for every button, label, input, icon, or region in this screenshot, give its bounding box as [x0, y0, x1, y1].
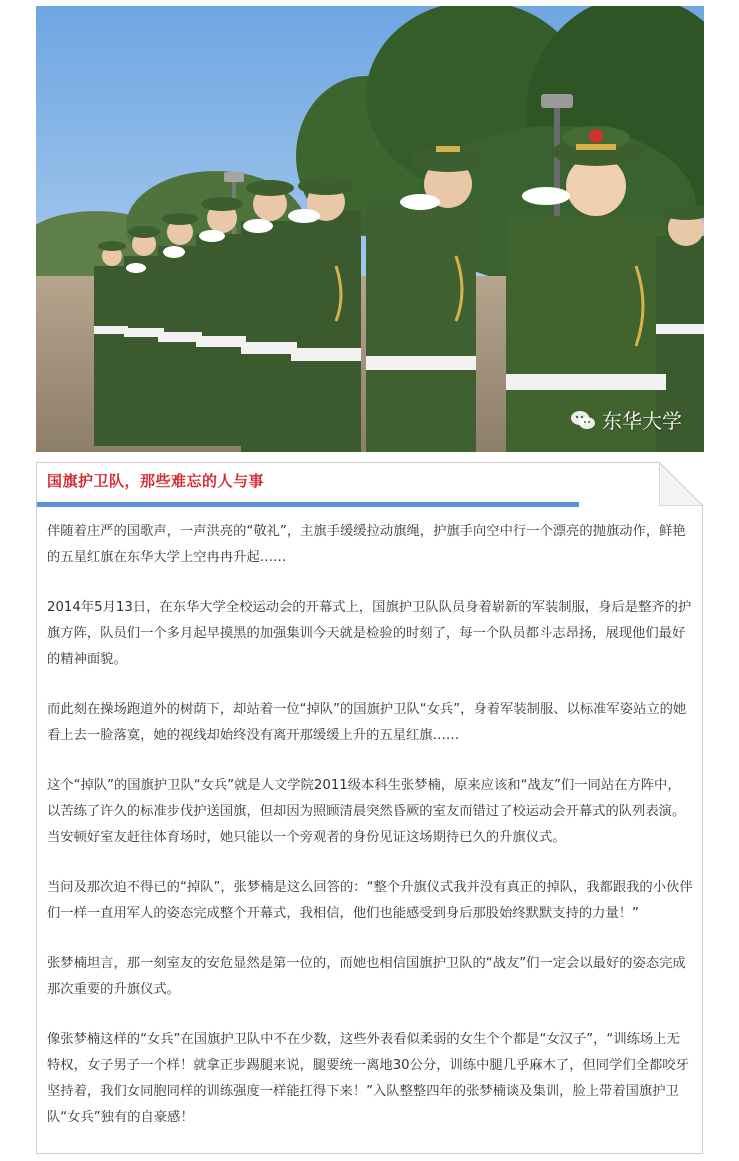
title-underline	[37, 502, 579, 507]
paragraph: 2014年5月13日，在东华大学全校运动会的开幕式上，国旗护卫队队员身着崭新的军装制服，身后是整齐的护旗方阵，队员们一个多月起早摸黑的加强集训今天就是检验的时刻了，每一个队员都斗志昂扬，展现他们最好的精神面貌。	[47, 600, 692, 667]
paragraph: 张梦楠坦言，那一刻室友的安危显然是第一位的，而她也相信国旗护卫队的“战友”们一定会以最好的姿态完成那次重要的升旗仪式。	[47, 956, 686, 997]
hero-photo	[36, 6, 704, 452]
honor-guard-illustration	[36, 6, 704, 452]
watermark-text: 东华大学	[602, 409, 682, 433]
page-curl-icon	[659, 462, 703, 506]
article-body	[47, 519, 693, 1155]
paragraph: 像张梦楠这样的“女兵”在国旗护卫队中不在少数，这些外表看似柔弱的女生个个都是“女汉子”，“训练场上无特权，女子男子一个样！就拿正步踢腿来说，腿要统一离地30公分，训练中腿几乎麻木了，但同学们全都咬牙坚持着，我们女同胞同样的训练强度一样能扛得下来！”入队整整四年的张梦楠谈及集训，脸上带着国旗护卫队“女兵”独有的自豪感！	[47, 1032, 689, 1125]
article-title: 国旗护卫队，那些难忘的人与事	[47, 472, 265, 490]
article-card	[36, 462, 703, 1154]
wechat-icon	[570, 410, 596, 430]
paragraph: 当问及那次迫不得已的“掉队”，张梦楠是这么回答的：“整个升旗仪式我并没有真正的掉队，我都跟我的小伙伴们一样一直用军人的姿态完成整个开幕式，我相信，他们也能感受到身后那股始终默默支持的力量！”	[47, 880, 693, 921]
paragraph: 这个“掉队”的国旗护卫队“女兵”就是人文学院2011级本科生张梦楠，原来应该和“战友”们一同站在方阵中，以苦练了许久的标准步伐护送国旗，但却因为照顾清晨突然昏厥的室友而错过了校运动会开幕式的队列表演。当安顿好室友赶往体育场时，她只能以一个旁观者的身份见证这场期待已久的升旗仪式。	[47, 778, 686, 845]
paragraph: 而此刻在操场跑道外的树荫下，却站着一位“掉队”的国旗护卫队“女兵”，身着军装制服、以标准军姿站立的她看上去一脸落寞，她的视线却始终没有离开那缓缓上升的五星红旗……	[47, 702, 687, 743]
watermark	[570, 405, 682, 434]
paragraph: 伴随着庄严的国歌声，一声洪亮的“敬礼”，主旗手缓缓拉动旗绳，护旗手向空中行一个漂亮的抛旗动作，鲜艳的五星红旗在东华大学上空冉冉升起……	[47, 524, 686, 565]
